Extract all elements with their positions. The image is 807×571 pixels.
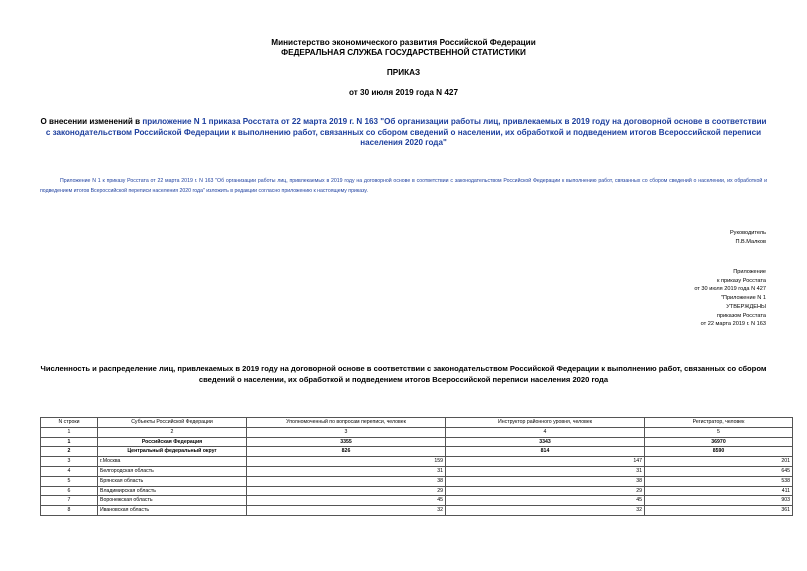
column-number-cell: 4 [446, 427, 645, 437]
subject-cell: г.Москва [98, 457, 247, 467]
registrar-cell: 36970 [645, 437, 793, 447]
census-officer-cell: 32 [247, 506, 446, 516]
district-instructor-cell: 814 [446, 447, 645, 457]
row-number-cell: 5 [41, 476, 98, 486]
signature-name: П.В.Малков [735, 238, 766, 245]
district-instructor-cell: 38 [446, 476, 645, 486]
document-type: ПРИКАЗ [386, 68, 421, 77]
staffing-table [40, 417, 793, 516]
district-instructor-cell: 45 [446, 496, 645, 506]
table-title: Численность и распределение лиц, привлекаемых в 2019 году на договорной основе в соответствии с законодательством Российской Федерации к выполнению работ, связанных со сбором сведений о населении, их обработкой и подведением итогов Всероссийской переписи населения 2020 года [40, 364, 767, 384]
table-row [41, 447, 793, 457]
ministry-name: Министерство экономического развития Российской Федерации [271, 38, 536, 47]
attachment-line: от 22 марта 2019 г. N 163 [700, 321, 766, 328]
subject-cell: Воронежская область [98, 496, 247, 506]
registrar-cell: 361 [645, 506, 793, 516]
body-paragraph: Приложение N 1 к приказу Росстата от 22 марта 2019 г. N 163 "Об организации работы лиц, привлекаемых в 2019 году на договорной основе в соответствии с законодательством Российской Федерации к выполнению работ, связанных со сбором сведений о населении, их обработкой и подведением итогов Всероссийской переписи населения 2020 года" изложить в редакции согласно приложению к настоящему приказу. [40, 178, 767, 194]
table-header-row [41, 418, 793, 428]
registrar-cell: 411 [645, 486, 793, 496]
district-instructor-cell: 32 [446, 506, 645, 516]
table-column-numbers-row [41, 427, 793, 437]
attachment-line: приказом Росстата [716, 312, 766, 319]
registrar-cell: 903 [645, 496, 793, 506]
table-row [41, 476, 793, 486]
district-instructor-cell: 29 [446, 486, 645, 496]
attachment-line: к приказу Росстата [716, 277, 766, 284]
header-cell-district-instructor: Инструктор районного уровня, человек [446, 418, 645, 428]
header-cell-registrar: Регистратор, человек [645, 418, 793, 428]
header-cell-census-officer: Уполномоченный по вопросам переписи, человек [247, 418, 446, 428]
table-row [41, 466, 793, 476]
subject-cell: Брянская область [98, 476, 247, 486]
header-cell-subject: Субъекты Российской Федерации [98, 418, 247, 428]
attachment-line: "Приложение N 1 [720, 295, 766, 302]
row-number-cell: 1 [41, 437, 98, 447]
registrar-cell: 201 [645, 457, 793, 467]
district-instructor-cell: 147 [446, 457, 645, 467]
column-number-cell: 3 [247, 427, 446, 437]
district-instructor-cell: 3343 [446, 437, 645, 447]
subject-prefix: О внесении изменений в [40, 117, 143, 126]
subject-cell: Белгородская область [98, 466, 247, 476]
table-row [41, 496, 793, 506]
table-row [41, 506, 793, 516]
census-officer-cell: 31 [247, 466, 446, 476]
row-number-cell: 7 [41, 496, 98, 506]
census-officer-cell: 159 [247, 457, 446, 467]
subject-cell: Ивановская область [98, 506, 247, 516]
document-subject [40, 117, 767, 149]
attachment-block [694, 268, 766, 329]
attachment-line: от 30 июля 2019 года N 427 [694, 286, 766, 293]
attachment-line: УТВЕРЖДЕНЫ [726, 303, 766, 310]
table-row [41, 486, 793, 496]
header-cell-row-number: N строки [41, 418, 98, 428]
document-header [0, 38, 807, 58]
subject-cell: Центральный федеральный округ [98, 447, 247, 457]
row-number-cell: 8 [41, 506, 98, 516]
service-name: ФЕДЕРАЛЬНАЯ СЛУЖБА ГОСУДАРСТВЕННОЙ СТАТИСТИКИ [281, 48, 526, 57]
table-row [41, 437, 793, 447]
document-date: от 30 июля 2019 года N 427 [348, 88, 459, 97]
registrar-cell: 8590 [645, 447, 793, 457]
table-row [41, 457, 793, 467]
subject-cell: Владимирская область [98, 486, 247, 496]
attachment-line: Приложение [733, 269, 766, 275]
registrar-cell: 645 [645, 466, 793, 476]
signature-block [730, 229, 766, 246]
census-officer-cell: 29 [247, 486, 446, 496]
census-officer-cell: 826 [247, 447, 446, 457]
row-number-cell: 6 [41, 486, 98, 496]
subject-link[interactable]: приложение N 1 приказа Росстата от 22 марта 2019 г. N 163 "Об организации работы лиц, привлекаемых в 2019 году на договорной основе в соответствии с законодательством Российской Федерации к выполнению работ, связанных со сбором сведений о населении, их обработкой и подведением итогов Всероссийской переписи населения 2020 года" [45, 117, 767, 147]
census-officer-cell: 3355 [247, 437, 446, 447]
row-number-cell: 2 [41, 447, 98, 457]
row-number-cell: 4 [41, 466, 98, 476]
column-number-cell: 1 [41, 427, 98, 437]
census-officer-cell: 45 [247, 496, 446, 506]
column-number-cell: 5 [645, 427, 793, 437]
column-number-cell: 2 [98, 427, 247, 437]
census-officer-cell: 38 [247, 476, 446, 486]
district-instructor-cell: 31 [446, 466, 645, 476]
registrar-cell: 538 [645, 476, 793, 486]
subject-cell: Российская Федерация [98, 437, 247, 447]
signature-position: Руководитель [729, 230, 766, 236]
row-number-cell: 3 [41, 457, 98, 467]
